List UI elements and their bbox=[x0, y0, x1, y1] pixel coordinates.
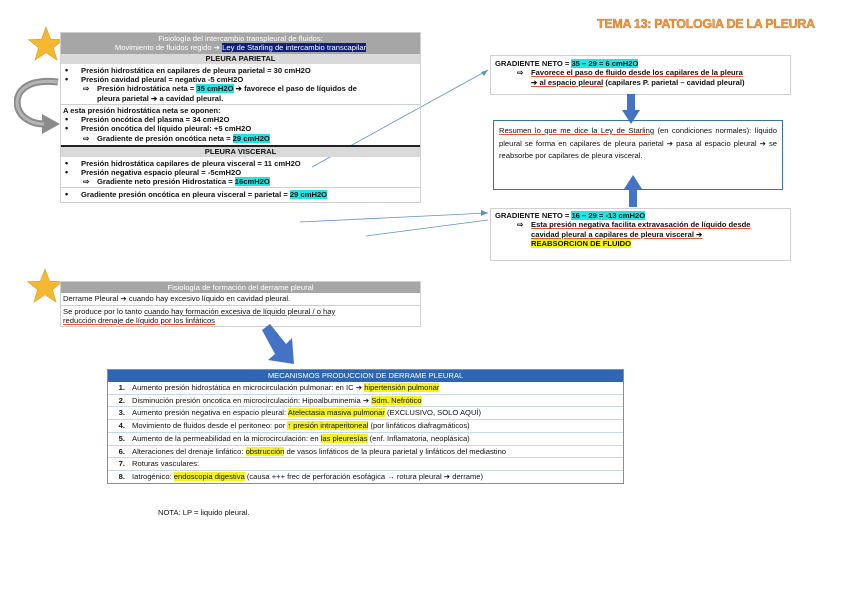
table-row bbox=[108, 445, 623, 458]
table-row bbox=[108, 432, 623, 445]
highlight: las pleuresías bbox=[320, 433, 368, 443]
table-row bbox=[108, 419, 623, 432]
visceral-gradient-line: ⇨ Gradiente neto presión Hidrostatica = 16cmH2O bbox=[83, 177, 270, 187]
gradient-label-line: GRADIENTE NETO = 35 – 29 = 6 cmH2O bbox=[495, 59, 639, 68]
row-text: Disminución presión oncotica en microcirculación: Hipoalbuminemia ➔ Sdm. Nefrótico bbox=[132, 395, 422, 405]
gradient-text: ⇨ Favorece el paso de fluido desde los capilares de la pleura ➔ al espacio pleural (capilares P. parietal – cavidad pleural) bbox=[517, 68, 745, 87]
list-item: • Presión negativa espacio pleural = -5cmH2O bbox=[61, 168, 420, 177]
row-text: Aumento de la permeabilidad en la microcirculación: en las pleuresías (enf. Inflamatoria, neoplásica) bbox=[132, 433, 470, 443]
table-header: MECANISMOS PRODUCCION DE DERRAME PLEURAL bbox=[108, 370, 623, 382]
highlight: hipertensión pulmonar bbox=[364, 382, 440, 392]
gradiente-neto-box-1 bbox=[490, 55, 791, 95]
page-title: TEMA 13: PATOLOGIA DE LA PLEURA bbox=[597, 17, 815, 31]
neta-line: ⇨ Presión hidrostática neta = 35 cmH2O ➔ favorece el paso de líquidos de pleura parietal ➔ a cavidad pleural. bbox=[83, 84, 357, 103]
row-number: 1. bbox=[118, 382, 125, 392]
header-line: Movimiento de fluidos regido ➔ Ley de Starling de intercambio transcapilar bbox=[114, 43, 367, 53]
oncotic-gradient-line: ⇨ Gradiente de presión oncótica neta = 29 cmH2O bbox=[83, 133, 270, 143]
table-row bbox=[108, 470, 623, 483]
list-item: • Presión cavidad pleural = negativa -5 cmH2O bbox=[61, 75, 420, 84]
row-number: 4. bbox=[118, 421, 125, 431]
derrame-section bbox=[60, 281, 421, 327]
row-text: Movimiento de fluidos desde el peritoneo: por ↑ presión intraperitoneal (por linfáticos diafragmáticos) bbox=[132, 421, 470, 431]
row-text: Aumento presión negativa en espacio pleural: Atelectasia masiva pulmonar (EXCLUSIVO, SOLO AQUÍ) bbox=[132, 408, 482, 418]
arrow-icon: ⇨ bbox=[517, 220, 524, 230]
table-row bbox=[108, 394, 623, 407]
oncotic-list bbox=[61, 115, 420, 134]
section-header: Fisiología de formación del derrame pleural bbox=[61, 282, 420, 293]
visceral-list bbox=[61, 159, 420, 178]
row-text: Iatrogénico: endoscopia digestiva (causa +++ frec de perforación esofágica → rotura pleural ➔ derrame) bbox=[132, 472, 484, 482]
mecanismos-table bbox=[107, 369, 624, 484]
list-item: • Presión hidrostática en capilares de pleura parietal = 30 cmH2O bbox=[61, 66, 420, 75]
resumen-text: (en condiciones normales): líquido pleural se forma en capilares de pleura parietal ➔ pasa al espacio pleural ➔ se reabsorbe por capilares de pleura visceral. bbox=[499, 126, 777, 161]
gradient-label-line: GRADIENTE NETO = 16 – 29 = -13 cmH2O bbox=[495, 211, 646, 220]
table-body bbox=[108, 382, 623, 483]
list-item: • Presión oncótica del líquido pleural: +5 cmH2O bbox=[61, 124, 420, 133]
row-text: Alteraciones del drenaje linfático: obstrucción de vasos linfáticos de la pleura parietal y linfáticos del mediastino bbox=[132, 446, 507, 456]
arrow-icon: ⇨ bbox=[83, 133, 90, 143]
gradient-text: ⇨ Esta presión negativa facilita extravasación de líquido desde cavidad pleural a capilares de pleura visceral ➔ REABSORCION DE FLUIDO bbox=[517, 220, 751, 248]
highlight: Sdm. Nefrótico bbox=[371, 395, 422, 405]
row-number: 2. bbox=[118, 395, 125, 405]
down-arrow-icon bbox=[258, 324, 298, 366]
row-text: Aumento presión hidrostática en microcirculación pulmonar: en IC ➔ hipertensión pulmonar bbox=[132, 382, 440, 392]
gradiente-neto-box-2 bbox=[490, 208, 791, 261]
oncotic-content bbox=[61, 104, 420, 147]
parietal-content bbox=[61, 64, 420, 104]
table-row bbox=[108, 382, 623, 394]
row-text: Roturas vasculares: bbox=[132, 459, 200, 469]
arrow-icon: ⇨ bbox=[83, 84, 90, 94]
highlight: Atelectasia masiva pulmonar bbox=[287, 408, 385, 418]
highlight: obstrucción bbox=[245, 446, 285, 456]
arrow-icon: ⇨ bbox=[83, 177, 90, 187]
table-row bbox=[108, 406, 623, 419]
starling-law-highlight: Ley de Starling de intercambio transcapilar bbox=[222, 43, 367, 53]
row-number: 8. bbox=[118, 472, 125, 482]
pleura-visceral-title: PLEURA VISCERAL bbox=[61, 147, 420, 157]
nota-text: NOTA: LP = liquido pleural. bbox=[158, 508, 250, 517]
parietal-list bbox=[61, 66, 420, 85]
arrow-icon: ⇨ bbox=[517, 68, 524, 78]
row-number: 6. bbox=[118, 446, 125, 456]
row-number: 3. bbox=[118, 408, 125, 418]
highlight: endoscopia digestiva bbox=[173, 472, 245, 482]
derrame-cause: Se produce por lo tanto cuando hay formación excesiva de líquido pleural / o hay reducción drenaje de líquido por los linfáticos bbox=[63, 306, 336, 325]
pleura-parietal-title: PLEURA PARIETAL bbox=[61, 54, 420, 64]
row-number: 5. bbox=[118, 433, 125, 443]
resumen-prefix: Resumen lo que me dice la Ley de Starling bbox=[499, 126, 655, 135]
highlight: ↑ presión intraperitoneal bbox=[287, 421, 369, 431]
section-header bbox=[61, 33, 420, 54]
visceral-oncotic bbox=[61, 187, 420, 201]
row-number: 7. bbox=[118, 459, 125, 469]
visceral-oncotic-list bbox=[61, 190, 420, 199]
up-arrow-icon bbox=[624, 175, 642, 207]
derrame-line: Derrame Pleural ➔ cuando hay excesivo líquido en cavidad pleural. bbox=[61, 293, 420, 305]
table-row bbox=[108, 457, 623, 470]
visceral-content bbox=[61, 157, 420, 188]
list-item: • Presión oncótica del plasma = 34 cmH2O bbox=[61, 115, 420, 124]
oncotic-intro: A esta presión hidrostática neta se oponen: bbox=[63, 105, 221, 115]
list-item: • Gradiente presión oncótica en pleura visceral = parietal = 29 cmH2O bbox=[61, 190, 420, 199]
starling-section bbox=[60, 32, 421, 203]
list-item: • Presión hidrostática capilares de pleura visceral = 11 cmH2O bbox=[61, 159, 420, 168]
header-line: Fisiología del intercambio transpleural de fluidos: bbox=[158, 34, 323, 43]
